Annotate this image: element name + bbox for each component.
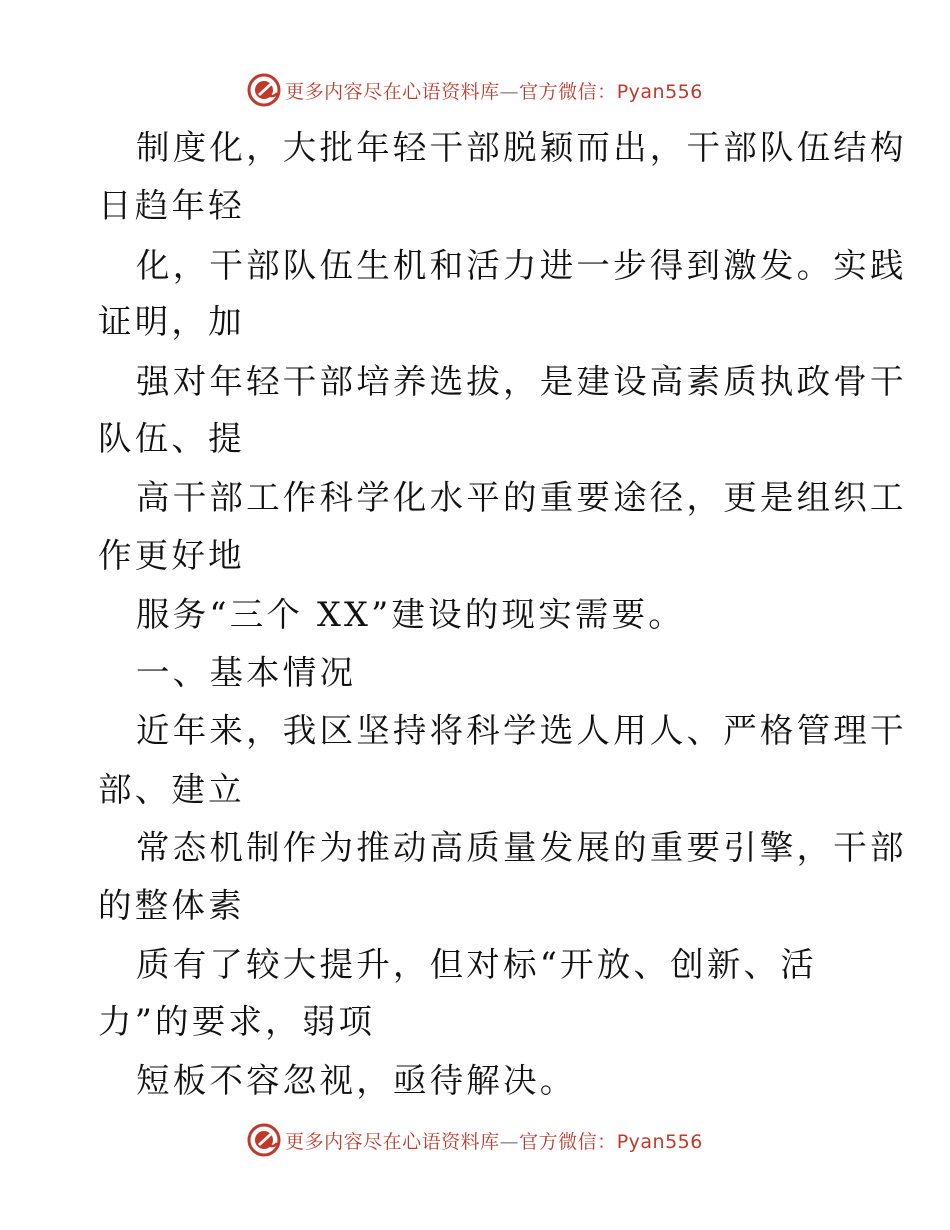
section-heading: 一、基本情况 [136, 653, 357, 692]
text-line: 日趋年轻 [98, 186, 245, 225]
brand-text: 更多内容尽在心语资料库 [285, 1130, 500, 1153]
brand-logo-icon [247, 1123, 281, 1157]
header-watermark [0, 70, 950, 110]
watermark-text [285, 1127, 703, 1154]
footer-watermark [0, 1120, 950, 1160]
text-line: 高干部工作科学化水平的重要途径，更是组织工 [136, 478, 907, 517]
text-line: 队伍、提 [98, 419, 245, 458]
wechat-label: 官方微信： [519, 1130, 617, 1153]
text-line: 证明，加 [98, 302, 245, 341]
text-line: 服务“三个 XX”建设的现实需要。 [136, 595, 685, 634]
text-line: 近年来，我区坚持将科学选人用人、严格管理干 [136, 711, 907, 750]
wechat-id: Pyan556 [616, 80, 703, 103]
watermark-separator: — [499, 1130, 520, 1153]
text-line: 部、建立 [98, 770, 245, 809]
watermark-separator: — [499, 80, 520, 103]
text-line: 化，干部队伍生机和活力进一步得到激发。实践 [136, 246, 907, 285]
brand-logo-icon [247, 73, 281, 107]
text-line: 力”的要求，弱项 [98, 1002, 376, 1041]
text-line: 质有了较大提升，但对标“开放、创新、活 [136, 945, 817, 984]
wechat-id: Pyan556 [616, 1130, 703, 1153]
text-line: 强对年轻干部培养选拔，是建设高素质执政骨干 [136, 362, 907, 401]
text-line: 的整体素 [98, 886, 245, 925]
text-line: 常态机制作为推动高质量发展的重要引擎，干部 [136, 828, 907, 867]
text-line: 作更好地 [98, 536, 245, 575]
text-line: 制度化，大批年轻干部脱颖而出，干部队伍结构 [136, 128, 907, 167]
brand-text: 更多内容尽在心语资料库 [285, 80, 500, 103]
text-line: 短板不容忽视，亟待解决。 [136, 1061, 577, 1100]
wechat-label: 官方微信： [519, 80, 617, 103]
watermark-text [285, 77, 703, 104]
